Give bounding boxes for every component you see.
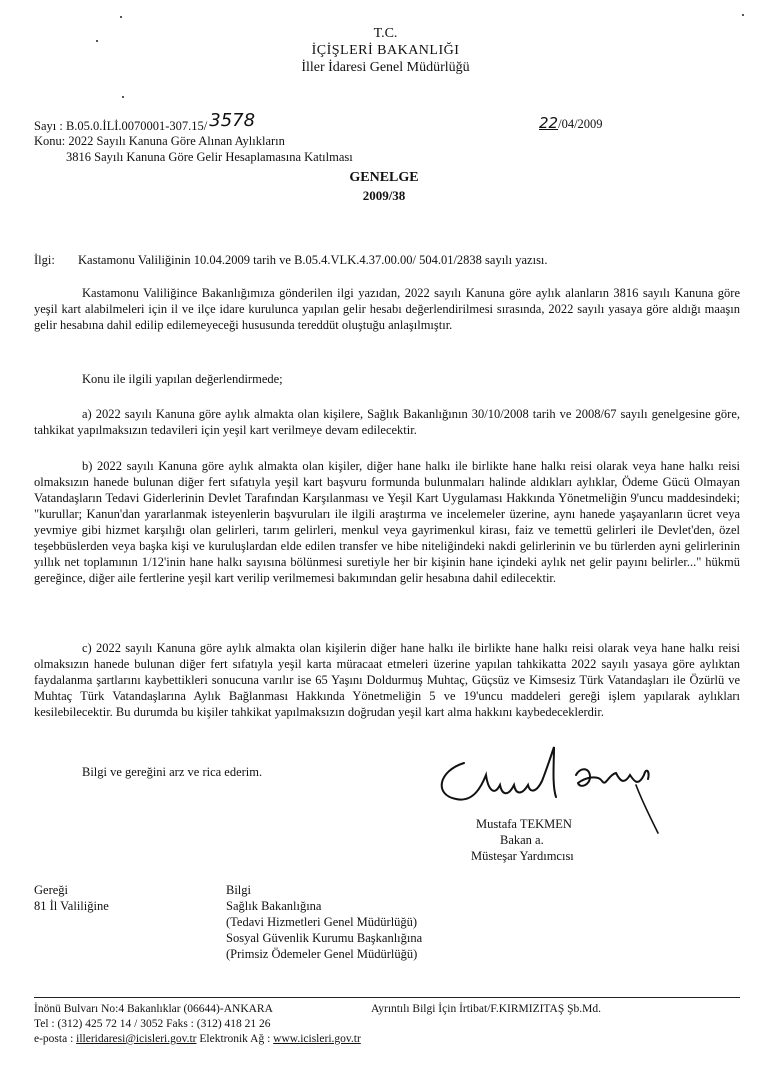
paragraph-c: c) 2022 sayılı Kanuna göre aylık almakta olan kişilerin diğer hane halkı ile birlikte hane halkı reisi olarak veya hane halkı reisi olmaksızın hanede bulunan diğer fert sıfatıyla yeşil karta müracaat etmeleri üzerine yapılan tahkikatta 2022 sayılı yasaya göre aylıktan faydalanma şartlarını kaybettikleri sonucuna varılır ise 65 Yaşını Doldurmuş Muhtaç, Güçsüz ve Kimsesiz Türk Vatandaşları ile Özürlü ve Muhtaç Türk Vatandaşlarına Aylık Bağlanması Hakkında Yönetmeliğin 5 ve 19'uncu maddeleri gereği işlem yapılarak aylıkları kesilebilecektir. Bu durumda bu kişiler tahkikat yapılmaksızın doğrudan yeşil kart alma hakkını kaybedeceklerdir. <box>34 641 740 719</box>
footer-website-link[interactable]: www.icisleri.gov.tr <box>273 1033 361 1045</box>
paragraph-closing: Bilgi ve gereğini arz ve rica ederim. <box>82 765 263 779</box>
footer-network-label: Elektronik Ağ : <box>196 1033 274 1045</box>
bilgi-item: Sağlık Bakanlığına <box>226 899 322 913</box>
bilgi-label: Bilgi <box>226 883 252 897</box>
header-directorate: İller İdaresi Genel Müdürlüğü <box>301 60 470 75</box>
footer-address: İnönü Bulvarı No:4 Bakanlıklar (06644)-ANKARA <box>34 1003 273 1015</box>
bilgi-item: (Primsiz Ödemeler Genel Müdürlüğü) <box>226 947 418 961</box>
genelge-title: GENELGE <box>349 170 419 185</box>
header-tc: T.C. <box>373 26 398 41</box>
genelge-number: 2009/38 <box>362 188 406 203</box>
footer-contact: Ayrıntılı Bilgi İçin İrtibat/F.KIRMIZITAŞ Şb.Md. <box>371 1003 601 1015</box>
scan-speck <box>122 96 124 98</box>
footer-email-link[interactable]: illeridaresi@icisleri.gov.tr <box>76 1033 197 1045</box>
footer-phone: Tel : (312) 425 72 14 / 3052 Faks : (312) 418 21 26 <box>34 1018 271 1030</box>
signatory-name: Mustafa TEKMEN <box>476 817 572 831</box>
ilgi-label: İlgi: <box>34 253 55 267</box>
bilgi-item: (Tedavi Hizmetleri Genel Müdürlüğü) <box>226 915 418 929</box>
paragraph-b: b) 2022 sayılı Kanuna göre aylık almakta olan kişiler, diğer hane halkı ile birlikte hane halkı reisi olarak veya hane halkı reisi olmaksızın hanede bulunan diğer fert sıfatıyla yeşil kart başvuru formunda bulunmaları halinde aldıkları aylıklar, Ödeme Gücü Olmayan Vatandaşların Tedavi Giderlerinin Devlet Tarafından Karşılanması ve Yeşil Kart Uygulaması Hakkında Yönetmeliğin 9'uncu maddesindeki; "kurullar; Kanun'dan yararlanmak isteyenlerin başvuruları ile ilgili araştırma ve incelemeler üzerine, aynı hanede yaşayanların ücret veya yevmiye gibi hizmet karşılığı olan gelirleri, tarım gelirleri, menkul veya gayrimenkul kirası, faiz ve temettü gelirleri ile Devlet'den, özel teşebbüslerden veya başka kişi ve kuruluşlardan elde edilen transfer ve hibe niteliğindeki nakdi gelirlerinin ve bu türlerden ayni gelirlerinin yıllık net toplamının 1/12'inin hane halkı sayısına bölünmesi suretiyle her bir kişinin hane içindeki aylık net gelir payını belirler..." hükmü gereğince, diğer aile fertlerine yeşil kart verilip verilmemesi bakımından gelir hesabına dahil edilecektir. <box>34 459 740 585</box>
sayi-handwritten: 3578 <box>209 110 256 131</box>
footer-divider <box>34 997 740 998</box>
paragraph-konu: Konu ile ilgili yapılan değerlendirmede; <box>82 372 283 386</box>
paragraph-intro: Kastamonu Valiliğince Bakanlığımıza gönderilen ilgi yazıdan, 2022 sayılı Kanuna göre aylık alanların 3816 sayılı Kanuna göre yeşil kart alabilmeleri için il ve ilçe idare kurulunca yapılan gelir hesabı değerlendirilmesi sırasında, 2022 sayılı yasaya göre aldığı maaşın gelir hesabına dahil edilip edilemeyeceği hususunda tereddüt oluştuğu anlaşılmıştır. <box>34 286 740 332</box>
footer-email-label: e-posta : <box>34 1033 77 1045</box>
scan-speck <box>120 16 122 18</box>
header-ministry: İÇİŞLERİ BAKANLIĞI <box>311 43 460 58</box>
signatory-title-2: Müsteşar Yardımcısı <box>471 849 574 863</box>
footer-email-line <box>34 1032 361 1046</box>
bilgi-item: Sosyal Güvenlik Kurumu Başkanlığına <box>226 931 423 945</box>
konu-line-2: 3816 Sayılı Kanuna Göre Gelir Hesaplamasına Katılması <box>66 150 353 164</box>
date-line <box>539 116 603 131</box>
ilgi-text: Kastamonu Valiliğinin 10.04.2009 tarih ve B.05.4.VLK.4.37.00.00/ 504.01/2838 sayılı yazısı. <box>78 253 548 267</box>
geregi-item: 81 İl Valiliğine <box>34 899 109 913</box>
konu-line-1: Konu: 2022 Sayılı Kanuna Göre Alınan Aylıkların <box>34 134 285 148</box>
scan-speck <box>742 14 744 16</box>
paragraph-a: a) 2022 sayılı Kanuna göre aylık almakta olan kişilere, Sağlık Bakanlığının 30/10/2008 tarih ve 2008/67 sayılı genelgesine göre, tahkikat yapılmaksızın tedavileri için yeşil kart verilmeye devam edilecektir. <box>34 407 740 437</box>
signatory-title-1: Bakan a. <box>500 833 544 847</box>
sayi-line <box>34 110 256 133</box>
sayi-number: Sayı : B.05.0.İLİ.0070001-307.15/ <box>34 119 208 133</box>
date-handwritten: 22 <box>539 114 559 132</box>
geregi-label: Gereği <box>34 883 69 897</box>
date-rest: /04/2009 <box>558 117 603 131</box>
